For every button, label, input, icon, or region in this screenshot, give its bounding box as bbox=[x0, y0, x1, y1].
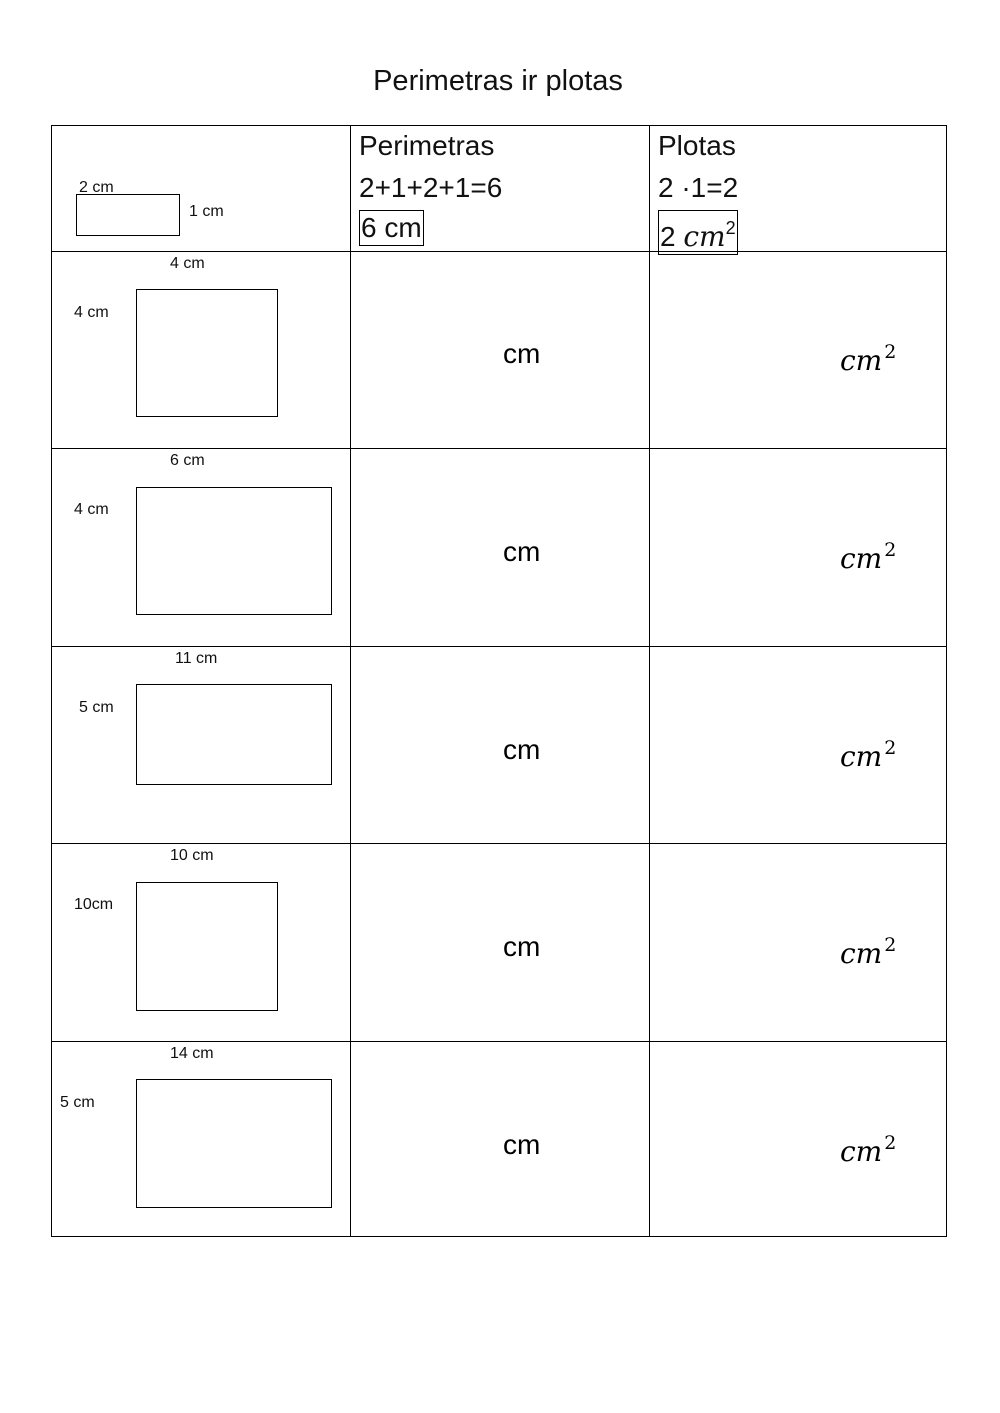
column-divider bbox=[649, 126, 650, 1236]
perimeter-unit: cm bbox=[503, 931, 541, 962]
area-unit bbox=[840, 928, 896, 971]
area-unit-text: cm bbox=[840, 740, 883, 773]
shape-cell bbox=[52, 844, 350, 1041]
area-unit bbox=[840, 731, 896, 774]
area-result-box bbox=[658, 210, 738, 255]
shape-cell bbox=[52, 647, 350, 843]
area-unit-text: cm bbox=[840, 1135, 883, 1168]
example-width-label: 2 cm bbox=[79, 179, 114, 196]
area-unit bbox=[840, 533, 896, 576]
height-label: 5 cm bbox=[60, 1094, 95, 1111]
perimeter-unit: cm bbox=[503, 734, 541, 765]
area-unit bbox=[840, 335, 896, 378]
rectangle bbox=[136, 882, 278, 1011]
perimeter-formula: 2+1+2+1=6 bbox=[359, 172, 503, 203]
perimeter-unit: cm bbox=[503, 536, 541, 567]
perimeter-result-box: 6 cm bbox=[359, 210, 424, 246]
page-title: Perimetras ir plotas bbox=[373, 65, 623, 97]
perimeter-unit: cm bbox=[503, 338, 541, 369]
area-unit-text: cm bbox=[840, 542, 883, 575]
perimeter-unit: cm bbox=[503, 1129, 541, 1160]
area-exponent: 2 bbox=[884, 934, 897, 956]
rectangle bbox=[136, 487, 332, 615]
area-unit bbox=[840, 1126, 896, 1169]
area-result-value: 2 bbox=[660, 221, 676, 252]
area-result-unit: cm bbox=[683, 220, 726, 253]
area-exponent: 2 bbox=[884, 539, 897, 561]
area-result-exponent: 2 bbox=[725, 218, 736, 238]
area-header: Plotas bbox=[658, 130, 736, 161]
perimeter-header: Perimetras bbox=[359, 130, 495, 161]
height-label: 5 cm bbox=[79, 699, 114, 716]
height-label: 10cm bbox=[74, 896, 114, 913]
rectangle bbox=[136, 684, 332, 785]
width-label: 11 cm bbox=[175, 650, 218, 667]
rectangle bbox=[136, 1079, 332, 1208]
shape-cell bbox=[52, 449, 350, 646]
height-label: 4 cm bbox=[74, 304, 109, 321]
width-label: 4 cm bbox=[170, 255, 205, 272]
area-exponent: 2 bbox=[884, 1132, 897, 1154]
exercise-table bbox=[51, 125, 947, 1237]
width-label: 14 cm bbox=[170, 1045, 214, 1062]
area-unit-text: cm bbox=[840, 344, 883, 377]
column-divider bbox=[350, 126, 351, 1236]
example-area-cell bbox=[650, 126, 947, 251]
height-label: 4 cm bbox=[74, 501, 109, 518]
area-exponent: 2 bbox=[884, 341, 897, 363]
width-label: 10 cm bbox=[170, 847, 214, 864]
rectangle bbox=[136, 289, 278, 417]
shape-cell bbox=[52, 252, 350, 448]
example-perimeter-cell bbox=[351, 126, 649, 251]
example-shape-cell bbox=[52, 126, 350, 251]
width-label: 6 cm bbox=[170, 452, 205, 469]
area-exponent: 2 bbox=[884, 737, 897, 759]
shape-cell bbox=[52, 1042, 350, 1237]
area-formula: 2 ·1=2 bbox=[658, 172, 739, 203]
example-height-label: 1 cm bbox=[189, 203, 224, 220]
example-rectangle bbox=[76, 194, 180, 236]
area-unit-text: cm bbox=[840, 937, 883, 970]
